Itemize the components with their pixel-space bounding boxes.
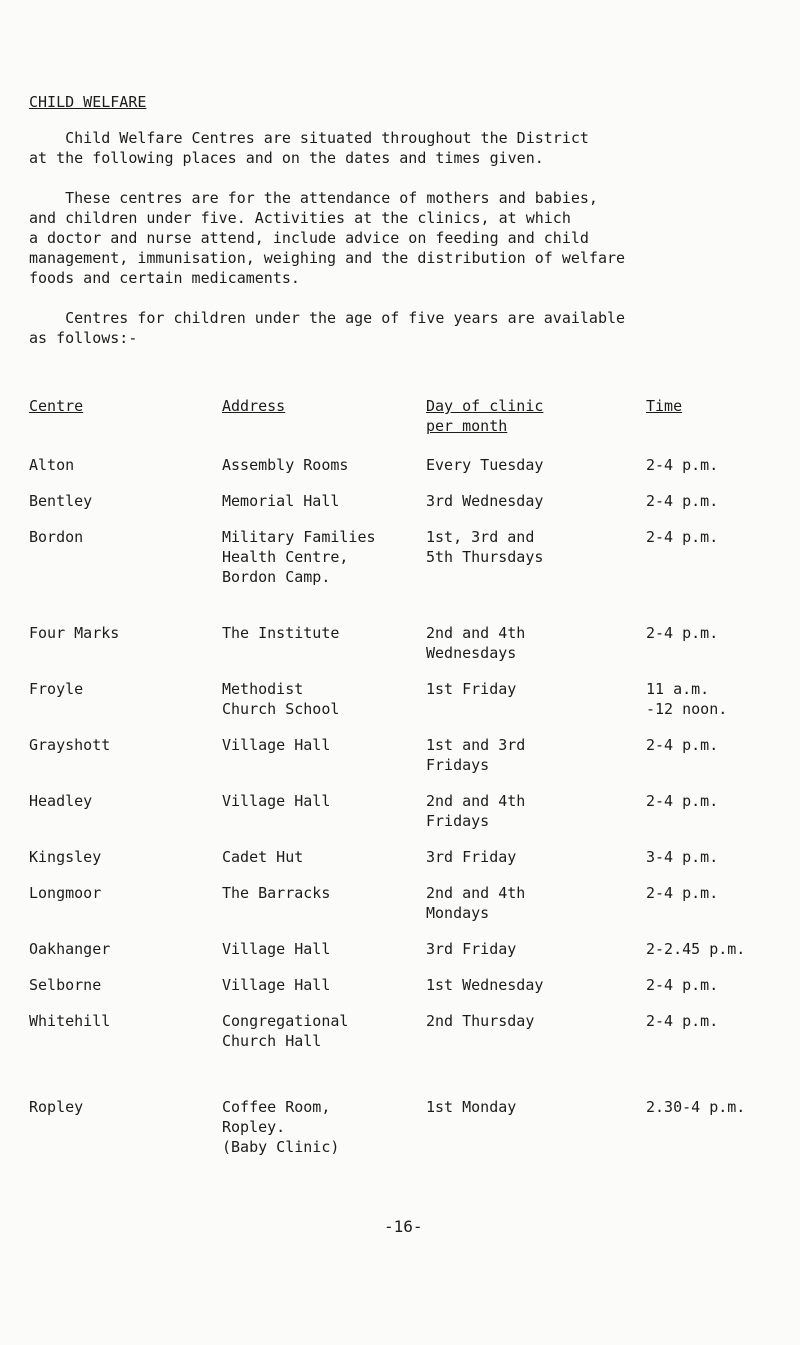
cell-address-line: Cadet Hut xyxy=(222,848,304,866)
cell-day-line: 3rd Friday xyxy=(426,848,517,866)
cell-centre xyxy=(29,939,110,959)
cell-centre xyxy=(29,1011,110,1031)
cell-day-line: Fridays xyxy=(426,756,490,774)
cell-day xyxy=(426,1011,534,1031)
cell-day-line: 3rd Wednesday xyxy=(426,492,544,510)
cell-day-line: Every Tuesday xyxy=(426,456,544,474)
cell-centre xyxy=(29,847,101,867)
cell-day xyxy=(426,491,543,511)
intro-paragraph xyxy=(29,128,769,168)
cell-time-line: 2-4 p.m. xyxy=(646,736,719,754)
cell-day xyxy=(426,623,525,663)
cell-centre xyxy=(29,623,119,643)
cell-address-line: Village Hall xyxy=(222,976,331,994)
cell-day-line: 2nd and 4th xyxy=(426,792,526,810)
header-day-line: Day of clinic xyxy=(426,397,544,415)
cell-address xyxy=(222,847,303,867)
cell-time-line: 2-2.45 p.m. xyxy=(646,940,746,958)
cell-time-line: 2-4 p.m. xyxy=(646,492,719,510)
cell-time xyxy=(646,847,718,867)
cell-time xyxy=(646,975,718,995)
cell-centre xyxy=(29,1097,83,1117)
paragraph-line: and children under five. Activities at the clinics, at which xyxy=(29,209,571,227)
cell-address-line: Health Centre, xyxy=(222,548,349,566)
cell-day-line: Mondays xyxy=(426,904,490,922)
cell-day-line: 1st Monday xyxy=(426,1098,517,1116)
cell-day xyxy=(426,975,543,995)
cell-time xyxy=(646,679,727,719)
cell-address xyxy=(222,1097,339,1157)
cell-time-line: 2-4 p.m. xyxy=(646,624,719,642)
cell-address-line: Military Families xyxy=(222,528,376,546)
cell-centre-line: Bordon xyxy=(29,528,84,546)
cell-address-line: Village Hall xyxy=(222,736,331,754)
cell-day-line: 1st, 3rd and xyxy=(426,528,535,546)
cell-address xyxy=(222,883,330,903)
cell-address xyxy=(222,455,348,475)
cell-centre-line: Ropley xyxy=(29,1098,84,1116)
cell-day-line: 1st Friday xyxy=(426,680,517,698)
cell-address-line: Methodist xyxy=(222,680,304,698)
cell-address-line: (Baby Clinic) xyxy=(222,1138,340,1156)
cell-day xyxy=(426,939,516,959)
paragraph-line: Centres for children under the age of five years are available xyxy=(29,309,626,327)
cell-address-line: Coffee Room, xyxy=(222,1098,331,1116)
paragraph-line: a doctor and nurse attend, include advice on feeding and child xyxy=(29,229,589,247)
cell-address xyxy=(222,527,376,587)
cell-time-line: 2-4 p.m. xyxy=(646,976,719,994)
cell-day-line: 2nd and 4th xyxy=(426,884,526,902)
cell-time xyxy=(646,623,718,643)
cell-centre xyxy=(29,883,101,903)
cell-time-line: 2-4 p.m. xyxy=(646,456,719,474)
cell-address xyxy=(222,939,330,959)
cell-address-line: Village Hall xyxy=(222,792,331,810)
cell-day xyxy=(426,735,525,775)
cell-time-line: 2-4 p.m. xyxy=(646,528,719,546)
cell-centre-line: Alton xyxy=(29,456,75,474)
cell-time xyxy=(646,939,745,959)
cell-time xyxy=(646,455,718,475)
cell-address xyxy=(222,1011,348,1051)
cell-address-line: Memorial Hall xyxy=(222,492,340,510)
cell-address-line: The Barracks xyxy=(222,884,331,902)
cell-address-line: Assembly Rooms xyxy=(222,456,349,474)
cell-address-line: The Institute xyxy=(222,624,340,642)
cell-centre xyxy=(29,491,92,511)
cell-address xyxy=(222,623,339,643)
cell-centre-line: Oakhanger xyxy=(29,940,111,958)
page-number: -16- xyxy=(384,1217,423,1236)
cell-time-line: 2-4 p.m. xyxy=(646,1012,719,1030)
cell-time xyxy=(646,1011,718,1031)
cell-centre xyxy=(29,527,83,547)
cell-centre-line: Whitehill xyxy=(29,1012,111,1030)
header-time: Time xyxy=(646,397,683,415)
page-heading: CHILD WELFARE xyxy=(29,93,147,111)
cell-day-line: 1st and 3rd xyxy=(426,736,526,754)
cell-address-line: Congregational xyxy=(222,1012,349,1030)
cell-address xyxy=(222,791,330,811)
cell-day xyxy=(426,1097,516,1117)
cell-time xyxy=(646,1097,745,1117)
cell-day-line: 1st Wednesday xyxy=(426,976,544,994)
cell-address xyxy=(222,735,330,755)
cell-centre-line: Kingsley xyxy=(29,848,102,866)
cell-time-line: 3-4 p.m. xyxy=(646,848,719,866)
cell-centre xyxy=(29,975,101,995)
activities-paragraph xyxy=(29,188,769,288)
cell-address xyxy=(222,679,339,719)
header-day-line: per month xyxy=(426,417,508,435)
paragraph-line: foods and certain medicaments. xyxy=(29,269,300,287)
cell-time xyxy=(646,883,718,903)
cell-address-line: Village Hall xyxy=(222,940,331,958)
cell-day xyxy=(426,791,525,831)
cell-day-line: 3rd Friday xyxy=(426,940,517,958)
cell-time-line: 2.30-4 p.m. xyxy=(646,1098,746,1116)
cell-day xyxy=(426,527,543,567)
cell-day xyxy=(426,847,516,867)
cell-time-line: 2-4 p.m. xyxy=(646,884,719,902)
cell-centre-line: Selborne xyxy=(29,976,102,994)
cell-centre xyxy=(29,735,110,755)
cell-day xyxy=(426,679,516,699)
cell-centre-line: Grayshott xyxy=(29,736,111,754)
cell-address xyxy=(222,975,330,995)
cell-time xyxy=(646,527,718,547)
paragraph-line: These centres are for the attendance of mothers and babies, xyxy=(29,189,598,207)
header-centre: Centre xyxy=(29,397,84,415)
cell-day-line: 2nd and 4th xyxy=(426,624,526,642)
paragraph-line: management, immunisation, weighing and the distribution of welfare xyxy=(29,249,626,267)
cell-time-line: 2-4 p.m. xyxy=(646,792,719,810)
cell-address-line: Ropley. xyxy=(222,1118,286,1136)
cell-address xyxy=(222,491,339,511)
cell-centre-line: Four Marks xyxy=(29,624,120,642)
paragraph-line: Child Welfare Centres are situated throughout the District xyxy=(29,129,589,147)
cell-centre xyxy=(29,679,83,699)
cell-time xyxy=(646,791,718,811)
cell-day xyxy=(426,883,525,923)
cell-address-line: Church Hall xyxy=(222,1032,322,1050)
paragraph-line: at the following places and on the dates and times given. xyxy=(29,149,544,167)
cell-centre-line: Froyle xyxy=(29,680,84,698)
cell-day-line: 5th Thursdays xyxy=(426,548,544,566)
cell-day xyxy=(426,455,543,475)
paragraph-line: as follows:- xyxy=(29,329,138,347)
availability-paragraph xyxy=(29,308,769,348)
cell-time-line: -12 noon. xyxy=(646,700,728,718)
cell-centre-line: Longmoor xyxy=(29,884,102,902)
cell-time xyxy=(646,491,718,511)
cell-centre-line: Headley xyxy=(29,792,93,810)
cell-centre xyxy=(29,791,92,811)
cell-day-line: Wednesdays xyxy=(426,644,517,662)
header-address: Address xyxy=(222,397,286,415)
header-day xyxy=(426,396,543,436)
cell-day-line: Fridays xyxy=(426,812,490,830)
cell-day-line: 2nd Thursday xyxy=(426,1012,535,1030)
cell-centre-line: Bentley xyxy=(29,492,93,510)
cell-address-line: Bordon Camp. xyxy=(222,568,331,586)
cell-time xyxy=(646,735,718,755)
cell-centre xyxy=(29,455,74,475)
cell-time-line: 11 a.m. xyxy=(646,680,710,698)
cell-address-line: Church School xyxy=(222,700,340,718)
